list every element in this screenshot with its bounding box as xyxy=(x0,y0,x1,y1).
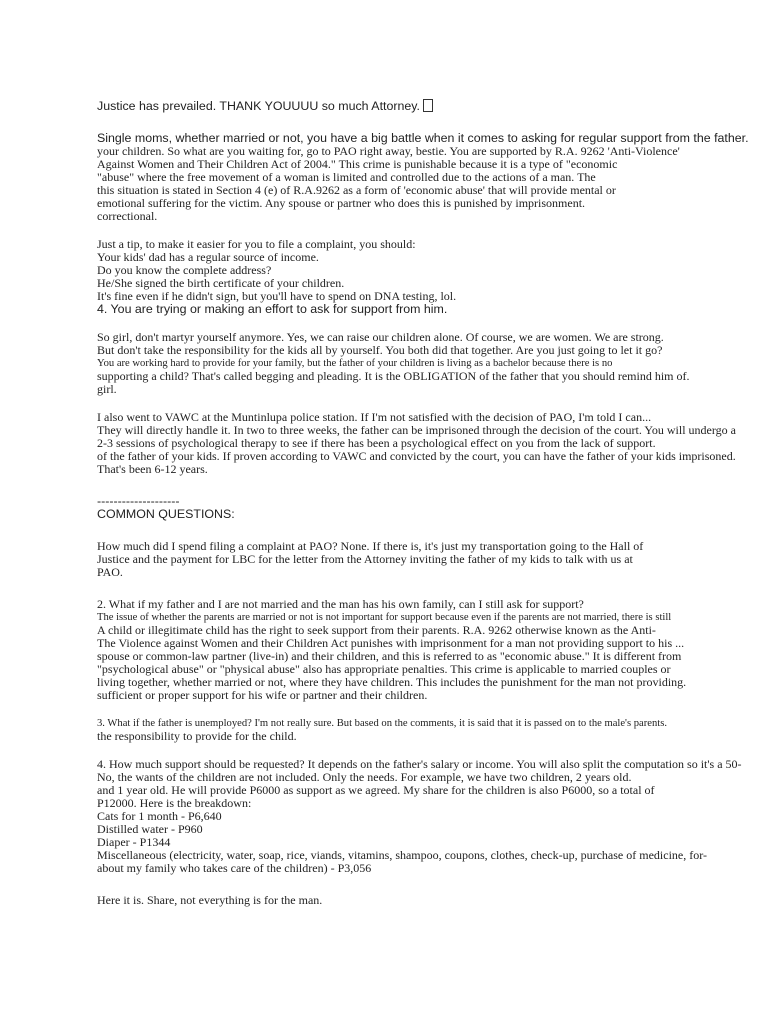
text-line: girl. xyxy=(97,382,117,396)
text-line: your children. So what are you waiting for, go to PAO right away, bestie. You are supported by R.A. 9262 'Anti-Violence' xyxy=(97,144,680,158)
text-line: I also went to VAWC at the Muntinlupa police station. If I'm not satisfied with the decision of PAO, I'm told I can... xyxy=(97,410,652,424)
text-line: 3. What if the father is unemployed? I'm not really sure. But based on the comments, it is said that it is passed on to the male's parents. xyxy=(97,718,667,729)
paragraph-so-girl xyxy=(97,331,761,396)
text-line: living together, whether married or not, where they have children. This includes the punishment for the man not providing. xyxy=(97,675,687,689)
text-line: That's been 6-12 years. xyxy=(97,462,208,476)
text-line: They will directly handle it. In two to three weeks, the father can be imprisoned through the decision of the court. You will undergo a xyxy=(97,423,736,437)
text-line: supporting a child? That's called begging and pleading. It is the OBLIGATION of the father that you should remind him of. xyxy=(97,369,690,383)
text-line: A child or illegitimate child has the right to seek support from their parents. R.A. 9262 otherwise known as the Anti- xyxy=(97,623,656,637)
text-line: Your kids' dad has a regular source of income. xyxy=(97,250,319,264)
common-questions-heading: COMMON QUESTIONS: xyxy=(97,507,235,521)
text-line: P12000. Here is the breakdown: xyxy=(97,796,252,810)
text-line: Single moms, whether married or not, you have a big battle when it comes to asking for regular support from the father. xyxy=(97,131,749,145)
paragraph-single-moms xyxy=(97,132,761,223)
intro-text: Justice has prevailed. THANK YOUUUU so much Attorney. xyxy=(97,99,420,113)
closing-line: Here it is. Share, not everything is for the man. xyxy=(97,893,323,907)
text-line: sufficient or proper support for his wife or partner and their children. xyxy=(97,688,428,702)
paragraph-tips xyxy=(97,238,761,316)
breakdown-item: Miscellaneous (electricity, water, soap, rice, viands, vitamins, shampoo, coupons, clothes, check-up, purchase of medicine, for- xyxy=(97,848,707,862)
text-line: emotional suffering for the victim. Any spouse or partner who does this is punished by imprisonment. xyxy=(97,196,586,210)
text-line: this situation is stated in Section 4 (e) of R.A.9262 as a form of 'economic abuse' that will provide mental or xyxy=(97,183,616,197)
question-unemployed xyxy=(97,717,761,743)
text-line: You are working hard to provide for your family, but the father of your children is living as a bachelor because there is no xyxy=(97,358,613,369)
text-line: 2-3 sessions of psychological therapy to see if there has been a psychological effect on you from the lack of support. xyxy=(97,436,656,450)
text-line: Just a tip, to make it easier for you to file a complaint, you should: xyxy=(97,237,416,251)
text-line: The Violence against Women and their Children Act punishes with imprisonment for a man not providing support to his ... xyxy=(97,636,685,650)
text-line: and 1 year old. He will provide P6000 as support as we agreed. My share for the children is also P6000, so a total of xyxy=(97,783,655,797)
text-line: of the father of your kids. If proven according to VAWC and convicted by the court, you can have the father of your kids imprisoned. xyxy=(97,449,736,463)
text-line: correctional. xyxy=(97,209,158,223)
text-line: "abuse" where the free movement of a woman is limited and controlled due to the actions of a man. The xyxy=(97,170,596,184)
intro-line xyxy=(97,99,761,112)
document-body xyxy=(97,99,761,907)
breakdown-item: about my family who takes care of the children) - P3,056 xyxy=(97,861,372,875)
text-line: Justice and the payment for LBC for the letter from the Attorney inviting the father of my kids to talk with us at xyxy=(97,552,633,566)
text-line: "psychological abuse" or "physical abuse" also has appropriate penalties. This crime is applicable to married couples or xyxy=(97,662,671,676)
text-line: No, the wants of the children are not included. Only the needs. For example, we have two children, 2 years old. xyxy=(97,770,632,784)
breakdown-item: Cats for 1 month - P6,640 xyxy=(97,809,222,823)
text-line: Do you know the complete address? xyxy=(97,263,272,277)
text-line: the responsibility to provide for the child. xyxy=(97,729,297,743)
text-line: But don't take the responsibility for the kids all by yourself. You both did that together. Are you just going to let it go? xyxy=(97,343,663,357)
text-line: The issue of whether the parents are married or not is not important for support because even if the parents are not married, there is still xyxy=(97,612,672,623)
text-line: How much did I spend filing a complaint at PAO? None. If there is, it's just my transportation going to the Hall of xyxy=(97,539,644,553)
divider-line: -------------------- xyxy=(97,494,180,508)
question-cost xyxy=(97,540,761,579)
text-line: He/She signed the birth certificate of your children. xyxy=(97,276,345,290)
text-line: 4. How much support should be requested? It depends on the father's salary or income. You will also split the computation so it's a 50- xyxy=(97,757,742,771)
text-line: It's fine even if he didn't sign, but you'll have to spend on DNA testing, lol. xyxy=(97,289,457,303)
text-line: 2. What if my father and I are not married and the man has his own family, can I still ask for support? xyxy=(97,597,584,611)
text-line: spouse or common-law partner (live-in) and their children, and this is referred to as "economic abuse." It is different from xyxy=(97,649,682,663)
breakdown-item: Distilled water - P960 xyxy=(97,822,203,836)
text-line: 4. You are trying or making an effort to ask for support from him. xyxy=(97,302,448,316)
question-how-much xyxy=(97,758,761,875)
paragraph-vawc xyxy=(97,411,761,476)
breakdown-item: Diaper - P1344 xyxy=(97,835,171,849)
text-line: Against Women and Their Children Act of 2004." This crime is punishable because it is a type of "economic xyxy=(97,157,618,171)
text-line: So girl, don't martyr yourself anymore. Yes, we can raise our children alone. Of course, we are women. We are strong. xyxy=(97,330,664,344)
question-not-married xyxy=(97,598,761,702)
text-line: PAO. xyxy=(97,565,123,579)
missing-emoji-icon xyxy=(423,99,433,112)
